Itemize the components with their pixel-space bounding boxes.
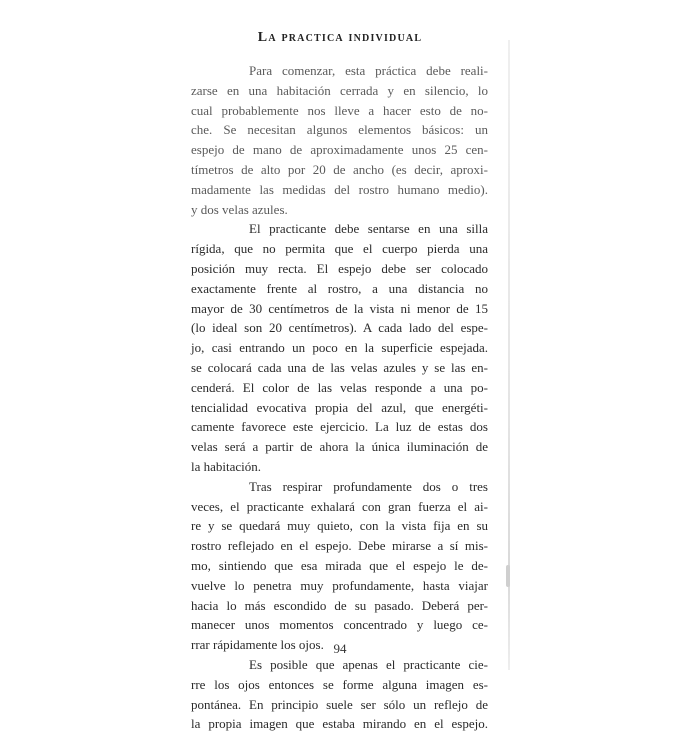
text-line: rígida, que no permita que el cuerpo pierda una [191, 241, 488, 257]
text-line: che. Se necesitan algunos elementos básicos: un [191, 122, 488, 138]
text-line: re y se quedará muy quieto, con la vista fija en su [191, 518, 488, 534]
text-line: jo, casi entrando un poco en la superficie espejada. [191, 340, 488, 356]
text-line: cenderá. El color de las velas responde a una po- [191, 379, 488, 395]
text-line: manecer unos momentos concentrado y luego ce- [191, 617, 488, 633]
text-line: posición muy recta. El espejo debe ser colocado [191, 260, 488, 276]
text-line: tímetros de alto por 20 de ancho (es decir, aproxi- [191, 161, 488, 177]
text-line: la habitación. [191, 458, 262, 474]
text-line: camente favorece este ejercicio. La luz de estas dos [191, 419, 488, 435]
text-line: exactamente frente al rostro, a una distancia no [191, 280, 488, 296]
text-line: vuelve lo penetra muy profundamente, hasta viajar [191, 577, 488, 593]
text-line: y dos velas azules. [191, 201, 288, 217]
text-line: velas será a partir de ahora la única iluminación de [191, 439, 488, 455]
text-line: espejo de mano de aproximadamente unos 25 cen- [191, 142, 488, 158]
text-line: Tras respirar profundamente dos o tres [249, 478, 488, 494]
text-line: madamente las medidas del rostro humano medio). [191, 181, 488, 197]
text-line: Para comenzar, esta práctica debe reali- [249, 63, 488, 78]
text-line: zarse en una habitación cerrada y en silencio, lo [191, 82, 488, 98]
text-line: veces, el practicante exhalará con gran fuerza el ai- [191, 498, 488, 514]
text-line: cual probablemente nos lleve a hacer esto de no- [191, 102, 488, 118]
page-number: 94 [333, 641, 347, 656]
text-line: hacia lo más escondido de su pasado. Deberá per- [191, 597, 488, 613]
body-text [191, 61, 488, 734]
text-line: Es posible que apenas el practicante cie- [249, 656, 488, 672]
text-line: la propia imagen que estaba mirando en el espejo. [191, 716, 488, 732]
text-line: pontánea. En principio suele ser sólo un reflejo de [191, 696, 488, 712]
running-head: La practica individual [257, 30, 423, 45]
text-line: mo, sintiendo que esa mirada que el espejo le de- [191, 557, 488, 573]
text-line: mayor de 30 centímetros de la vista ni menor de 15 [191, 300, 488, 316]
page-edge-mark [506, 565, 510, 587]
text-line: rre los ojos entonces se forme alguna imagen es- [191, 676, 488, 692]
text-line: se colocará cada una de las velas azules y se las en- [191, 359, 488, 375]
text-line: rostro reflejado en el espejo. Debe mirarse a sí mis- [191, 538, 488, 554]
text-line: El practicante debe sentarse en una silla [249, 221, 488, 237]
text-line: tencialidad evocativa propia del azul, que energéti- [191, 399, 488, 415]
text-line: rrar rápidamente los ojos. [191, 637, 324, 653]
text-line: (lo ideal son 20 centímetros). A cada lado del espe- [191, 320, 488, 336]
